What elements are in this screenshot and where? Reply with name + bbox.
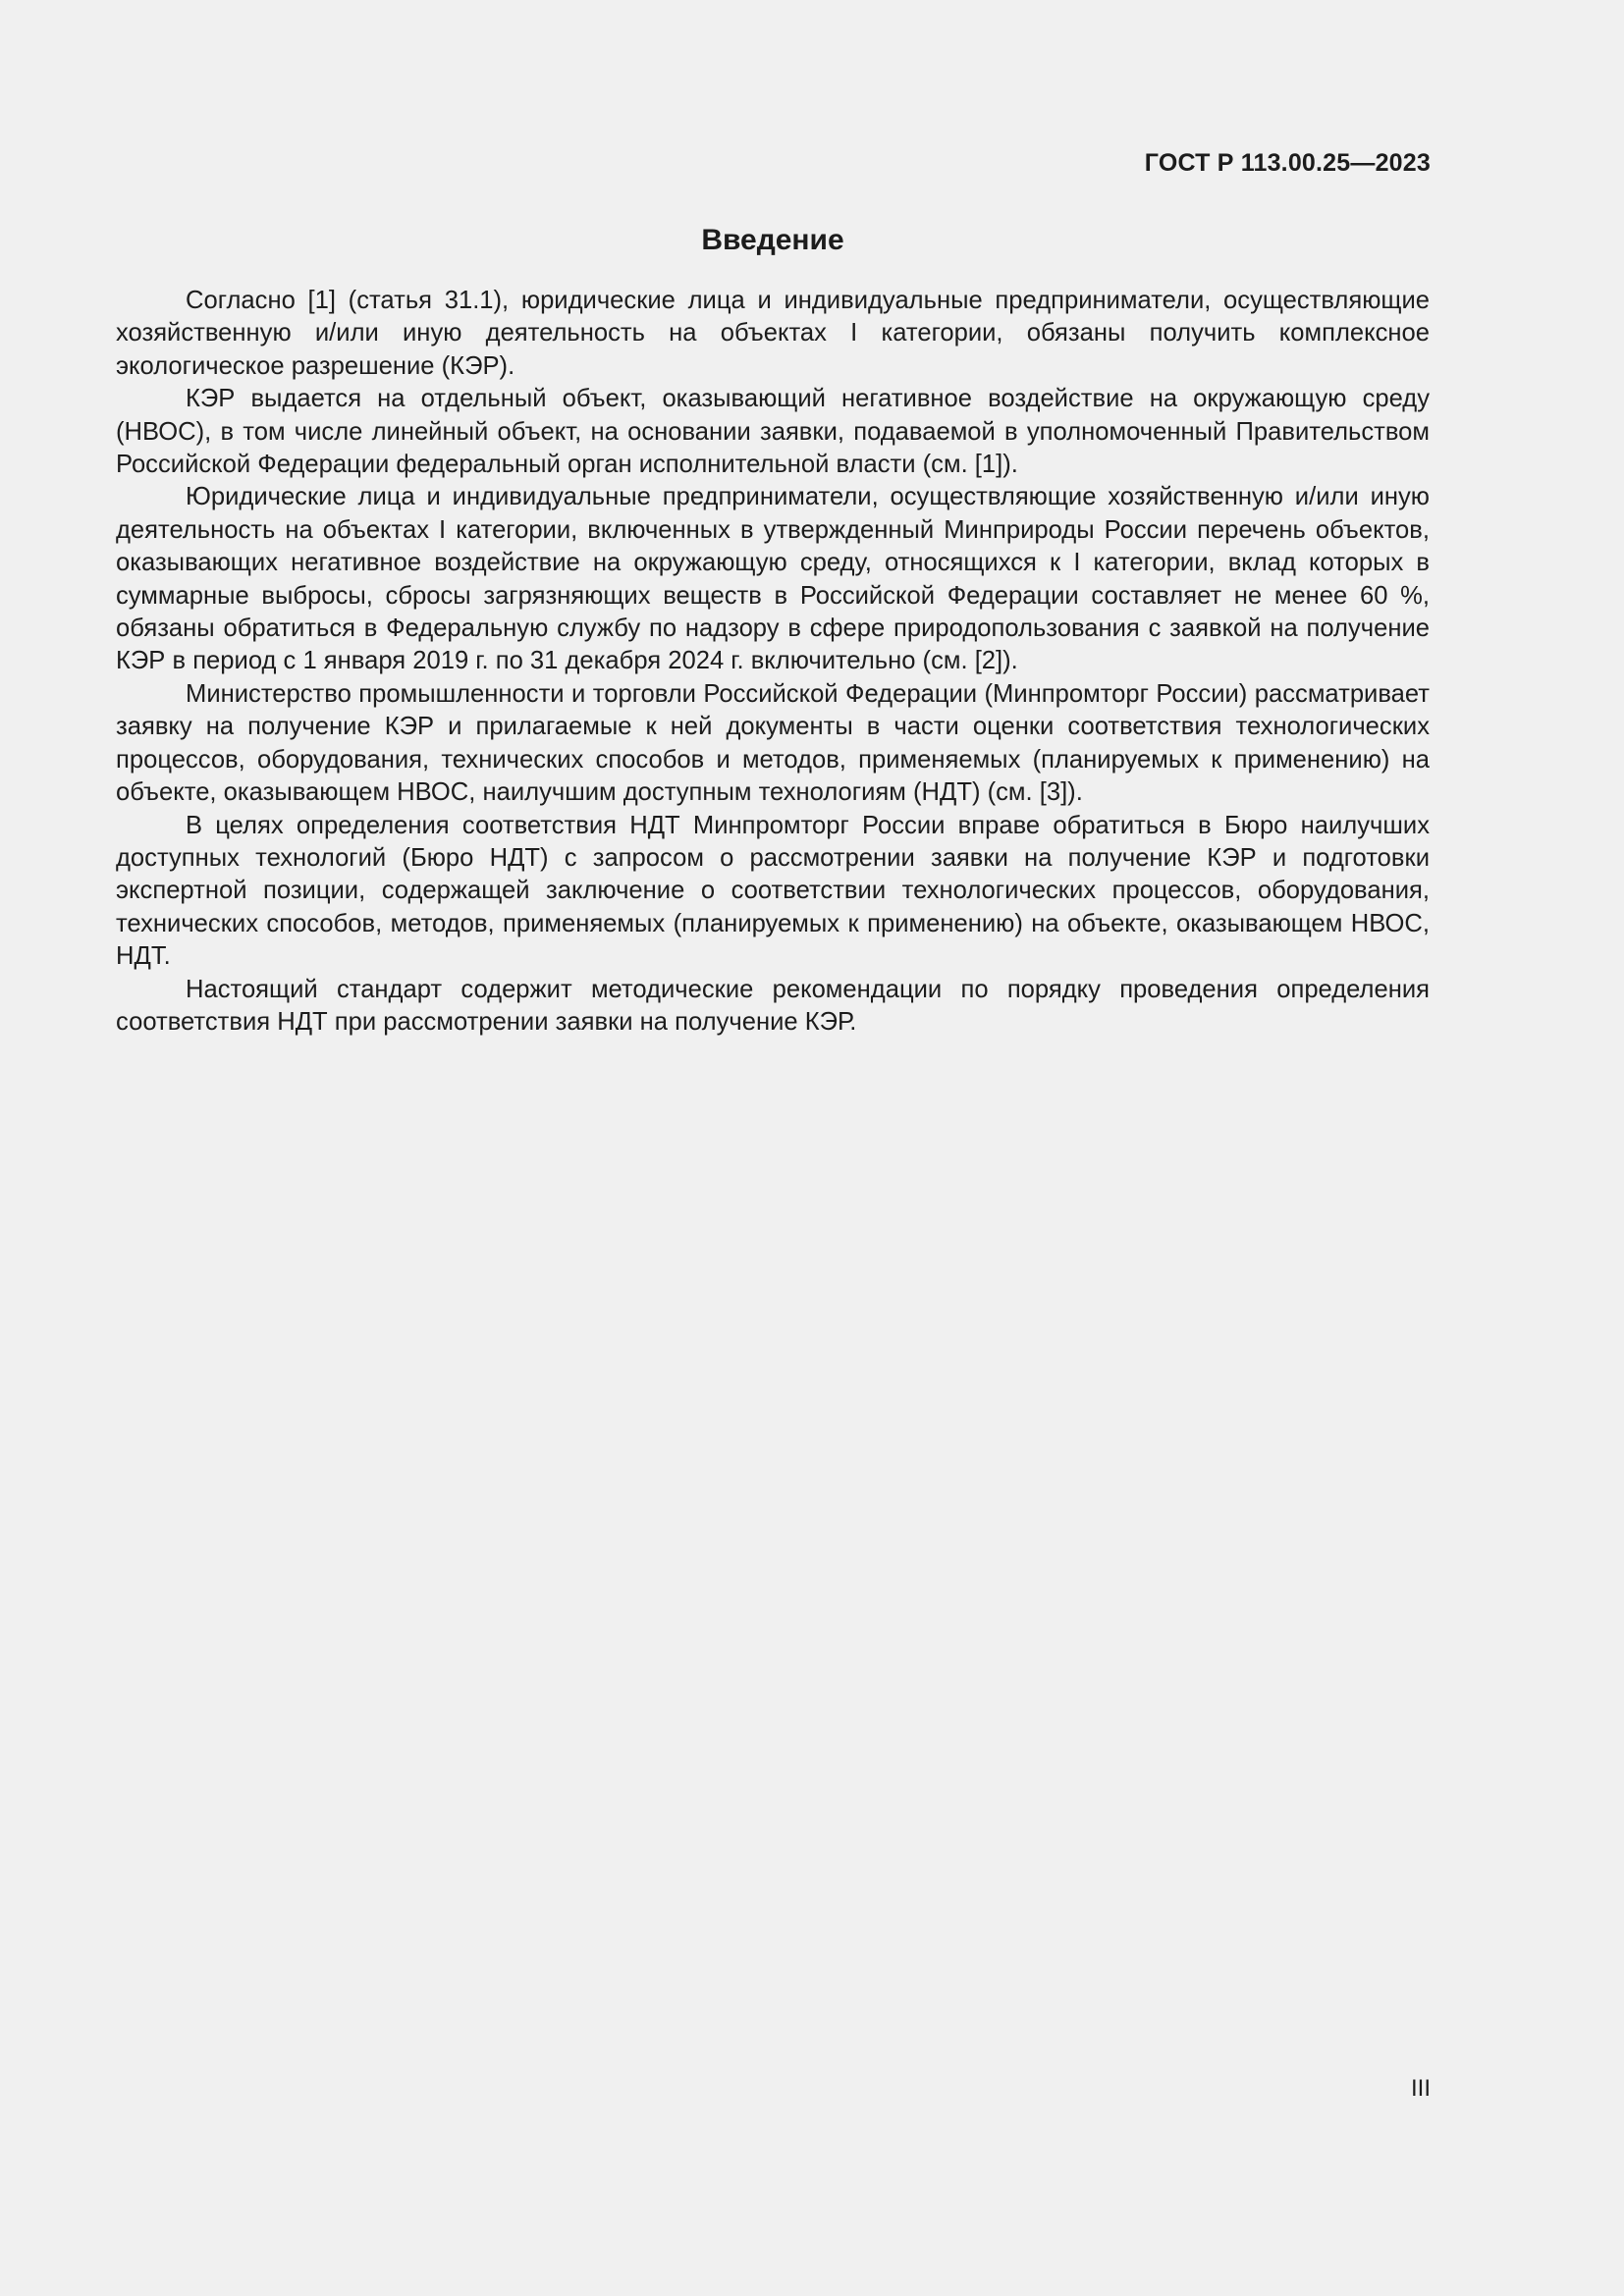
document-code: ГОСТ Р 113.00.25—2023 [1144, 149, 1431, 177]
introduction-text [116, 285, 1430, 1039]
paragraph: Министерство промышленности и торговли Российской Федерации (Минпромторг России) рассматривает заявку на получение КЭР и прилагаемые к ней документы в части оценки соответствия технологических процессов, оборудования, технических способов и методов, применяемых (планируемых к применению) на объекте, оказывающем НВОС, наилучшим доступным технологиям (НДТ) (см. [3]). [116, 679, 1430, 807]
paragraph: Юридические лица и индивидуальные предприниматели, осуществляющие хозяйственную и/или иную деятельность на объектах I категории, включенных в утвержденный Минприроды России перечень объектов, оказывающих негативное воздействие на окружающую среду, относящихся к I категории, вклад которых в суммарные выбросы, сбросы загрязняющих веществ в Российской Федерации составляет не менее 60 %, обязаны обратиться в Федеральную службу по надзору в сфере природопользования с заявкой на получение КЭР в период с 1 января 2019 г. по 31 декабря 2024 г. включительно (см. [2]). [116, 483, 1430, 675]
section-title: Введение [701, 224, 844, 256]
paragraph: КЭР выдается на отдельный объект, оказывающий негативное воздействие на окружающую среду (НВОС), в том числе линейный объект, на основании заявки, подаваемой в уполномоченный Правительством Российской Федерации федеральный орган исполнительной власти (см. [1]). [116, 385, 1430, 479]
paragraph: В целях определения соответствия НДТ Минпромторг России вправе обратиться в Бюро наилучших доступных технологий (Бюро НДТ) с запросом о рассмотрении заявки на получение КЭР и подготовки экспертной позиции, содержащей заключение о соответствии технологических процессов, оборудования, технических способов, методов, применяемых (планируемых к применению) на объекте, оказывающем НВОС, НДТ. [116, 811, 1430, 971]
paragraph: Согласно [1] (статья 31.1), юридические лица и индивидуальные предприниматели, осуществляющие хозяйственную и/или иную деятельность на объектах I категории, обязаны получить комплексное экологическое разрешение (КЭР). [116, 287, 1430, 380]
paragraph: Настоящий стандарт содержит методические рекомендации по порядку проведения определения соответствия НДТ при рассмотрении заявки на получение КЭР. [116, 975, 1430, 1036]
page-number: III [1410, 2075, 1431, 2102]
